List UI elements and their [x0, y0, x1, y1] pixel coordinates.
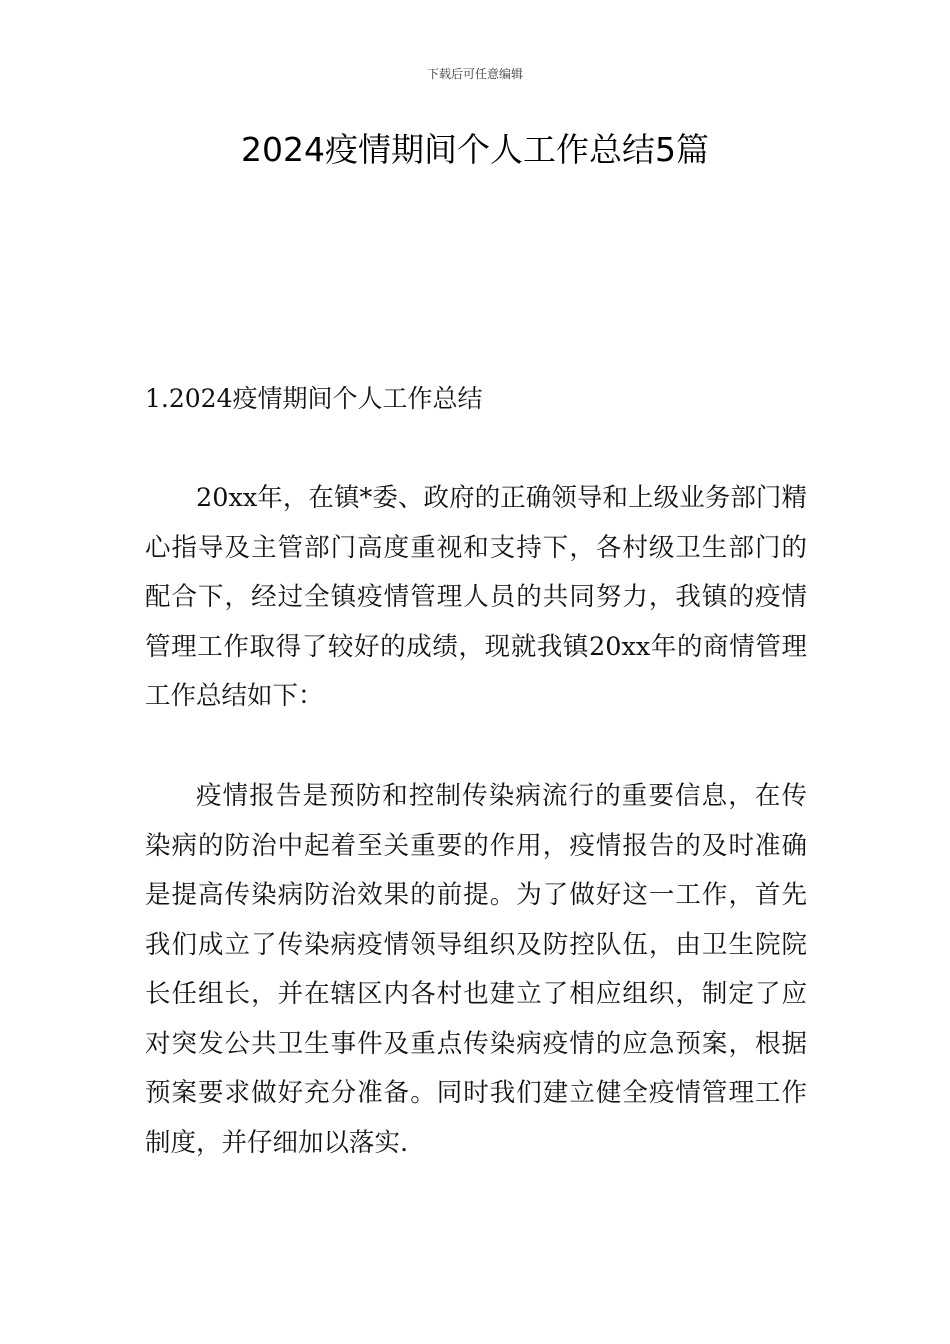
section-heading: 1.2024疫情期间个人工作总结: [145, 384, 483, 413]
document-title: 2024疫情期间个人工作总结5篇: [241, 130, 709, 169]
paragraph-2: 疫情报告是预防和控制传染病流行的重要信息，在传染病的防治中起着至关重要的作用，疫情报告的及时准确是提高传染病防治效果的前提。为了做好这一工作，首先我们成立了传染病疫情领导组织及防控队伍，由卫生院院长任组长，并在辖区内各村也建立了相应组织，制定了应对突发公共卫生事件及重点传染病疫情的应急预案，根据预案要求做好充分准备。同时我们建立健全疫情管理工作制度，并仔细加以落实.: [145, 781, 807, 1158]
paragraph-1: 20xx年，在镇*委、政府的正确领导和上级业务部门精心指导及主管部门高度重视和支持下，各村级卫生部门的配合下，经过全镇疫情管理人员的共同努力，我镇的疫情管理工作取得了较好的成绩，现就我镇20xx年的商情管理工作总结如下：: [145, 483, 807, 711]
header-note: 下载后可任意编辑: [426, 67, 523, 81]
